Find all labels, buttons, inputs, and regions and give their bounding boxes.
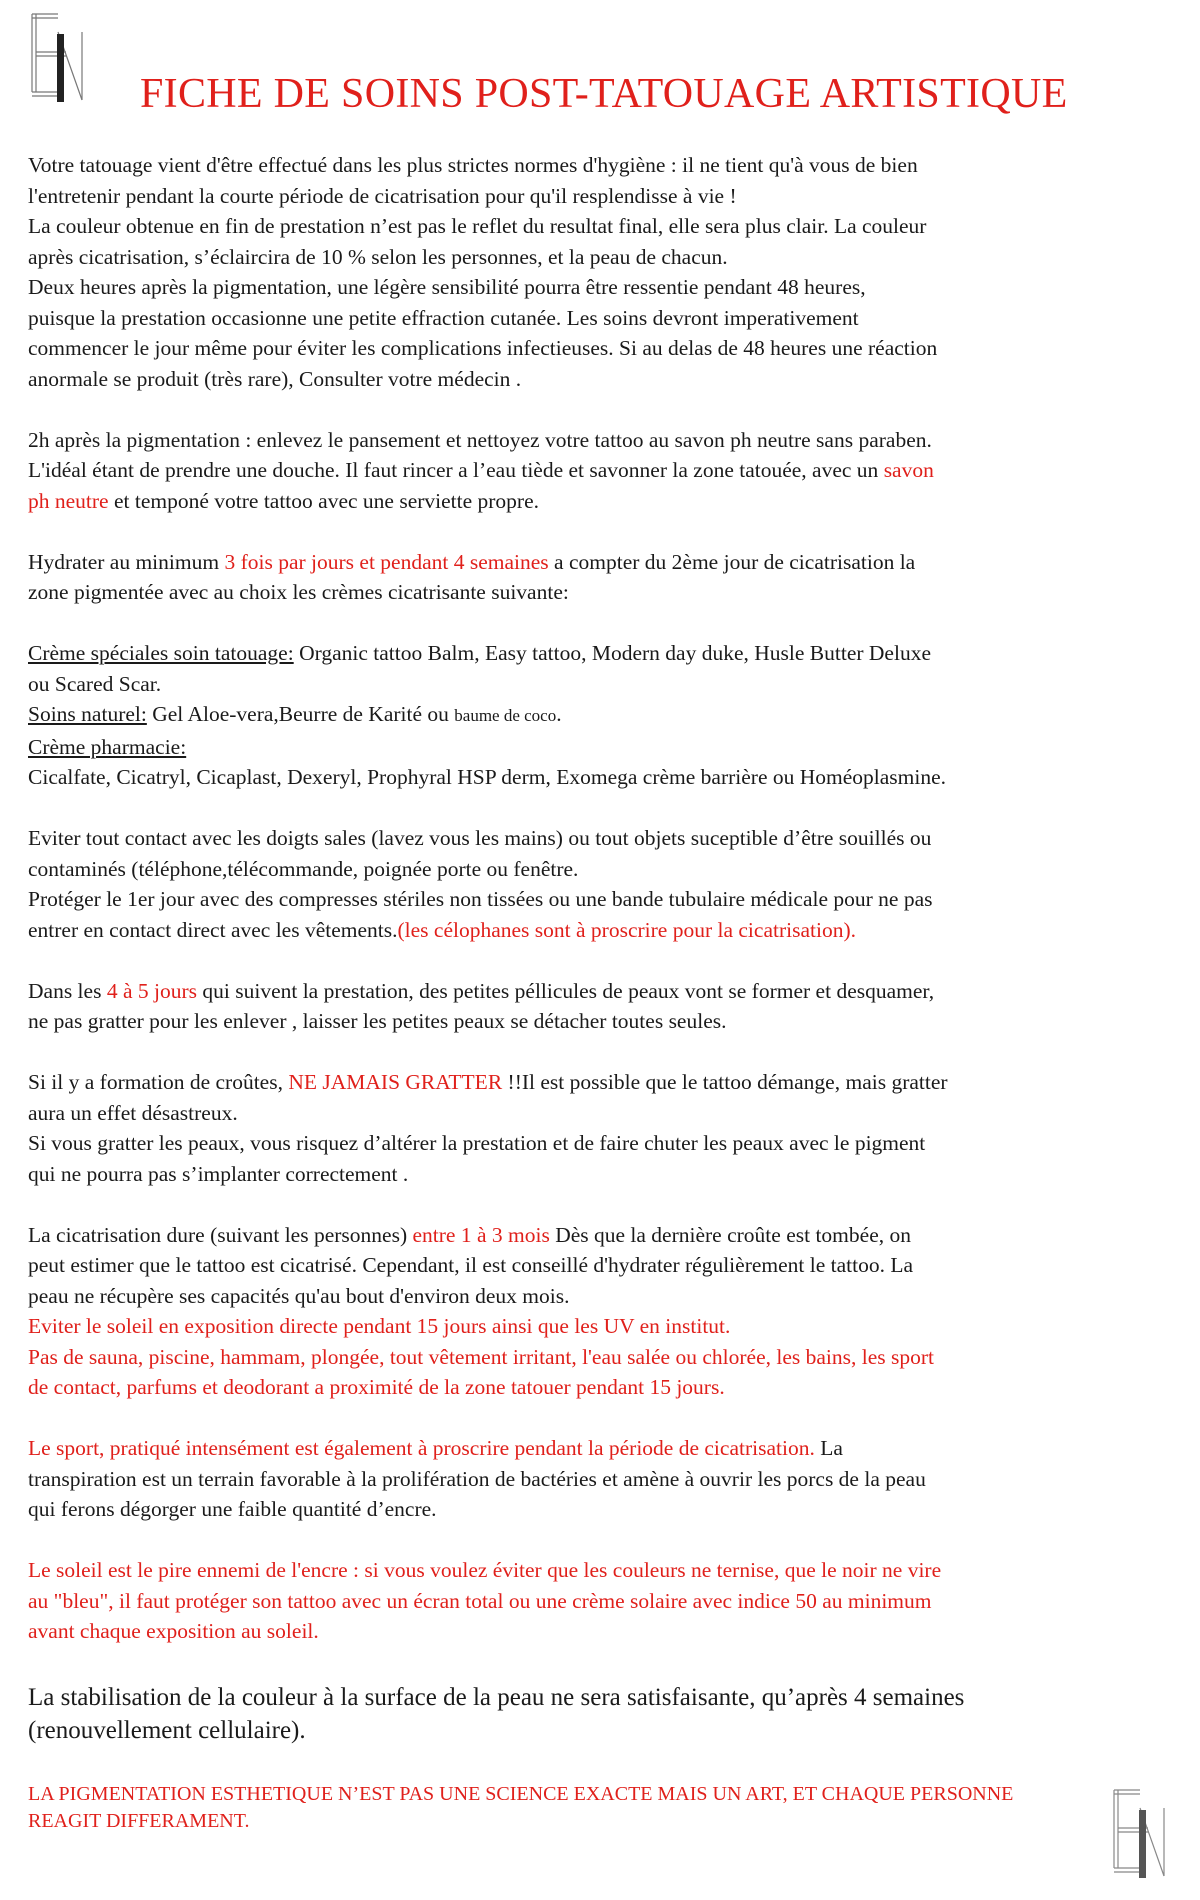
sun-paragraph: Le soleil est le pire ennemi de l'encre : si vous voulez éviter que les couleurs ne ternise, que le noir ne vire au "bleu", il faut protéger son tattoo avec un écran total ou une crème solaire avec indice 50 au minimum avant chaque exposition au soleil.	[28, 1558, 942, 1643]
highlight-text: NE JAMAIS GRATTER	[288, 1070, 503, 1094]
brand-logo-footer	[1110, 1788, 1172, 1880]
page-title: FICHE DE SOINS POST-TATOUAGE ARTISTIQUE	[140, 71, 1068, 117]
stabilisation-paragraph: La stabilisation de la couleur à la surface de la peau ne sera satisfaisante, qu’après 4 semaines (renouvellement cellulaire).	[28, 1683, 965, 1744]
sport-paragraph: Le sport, pratiqué intensément est également à proscrire pendant la période de cicatrisation. La transpiration est un terrain favorable à la prolifération de bactéries et amène à ouvrir les porcs de la peau qui ferons dégorger une faible quantité d’encre.	[28, 1436, 926, 1521]
natural-care-label: Soins naturel:	[28, 702, 147, 726]
pharmacy-creams-label: Crème pharmacie:	[28, 734, 187, 759]
highlight-text: 3 fois par jours et pendant 4 semaines	[224, 549, 549, 574]
disclaimer-paragraph: LA PIGMENTATION ESTHETIQUE N’EST PAS UNE SCIENCE EXACTE MAIS UN ART, ET CHAQUE PERSONNE REAGIT DIFFERAMENT.	[28, 1782, 1014, 1832]
intro-paragraph: Votre tatouage vient d'être effectué dans les plus strictes normes d'hygiène : il ne tient qu'à vous de bien l'entretenir pendant la courte période de cicatrisation pour qu'il resplendisse à vie ! La couleur obtenue en fin de prestation n’est pas le reflet du resultat final, elle sera plus clair. La couleur après cicatrisation, s’éclaircira de 10 % selon les personnes, et la peau de chacun. Deux heures après la pigmentation, une légère sensibilité pourra être ressentie pendant 48 heures, puisque la prestation occasionne une petite effraction cutanée. Les soins devront imperativement commencer le jour même pour éviter les complications infectieuses. Si au delas de 48 heures une réaction anormale se produit (très rare), Consulter votre médecin .	[28, 153, 938, 391]
cleaning-paragraph: 2h après la pigmentation : enlevez le pansement et nettoyez votre tattoo au savon ph neutre sans paraben. L'idéal étant de prendre une douche. Il faut rincer a l’eau tiède et savonner la zone tatouée, avec un savon ph neutre et temponé votre tattoo avec une serviette propre.	[28, 427, 934, 513]
care-instructions	[28, 150, 1178, 1835]
highlight-text: entre 1 à 3 mois	[412, 1222, 550, 1247]
en-monogram-icon	[1110, 1788, 1172, 1880]
healing-paragraph: La cicatrisation dure (suivant les personnes) entre 1 à 3 mois Dès que la dernière croûte est tombée, on peut estimer que le tattoo est cicatrisé. Cependant, il est conseillé d'hydrater régulièrement le tattoo. La peau ne récupère ses capacités qu'au bout d'environ deux mois. Eviter le soleil en exposition directe pendant 15 jours ainsi que les UV en institut. Pas de sauna, piscine, hammam, plongée, tout vêtement irritant, l'eau salée ou chlorée, les bains, les sport de contact, parfums et deodorant a proximité de la zone tatouer pendant 15 jours.	[28, 1222, 935, 1399]
hydration-paragraph: Hydrater au minimum 3 fois par jours et pendant 4 semaines a compter du 2ème jour de cicatrisation la zone pigmentée avec au choix les crèmes cicatrisante suivante:	[28, 549, 916, 604]
scab-paragraph: Si il y a formation de croûtes, NE JAMAIS GRATTER !!Il est possible que le tattoo démange, mais gratter aura un effet désastreux. Si vous gratter les peaux, vous risquez d’altérer la prestation et de faire chuter les peaux avec le pigment qui ne pourra pas s’implanter correctement .	[28, 1070, 948, 1186]
special-creams-label: Crème spéciales soin tatouage:	[28, 641, 294, 665]
highlight-text: 4 à 5 jours	[106, 978, 197, 1003]
brand-logo	[28, 12, 90, 104]
highlight-text: ph neutre	[28, 488, 109, 513]
highlight-text: Le sport, pratiqué intensément est également à proscrire pendant la période de cicatrisation.	[28, 1436, 815, 1460]
contact-paragraph: Eviter tout contact avec les doigts sales (lavez vous les mains) ou tout objets suceptible d’être souillés ou contaminés (téléphone,télécommande, poignée porte ou fenêtre. Protéger le 1er jour avec des compresses stériles non tissées ou une bande tubulaire médicale pour ne pas entrer en contact direct avec les vêtements.(les célophanes sont à proscrire pour la cicatrisation).	[28, 826, 933, 942]
highlight-text: savon	[883, 458, 934, 482]
peeling-paragraph: Dans les 4 à 5 jours qui suivent la prestation, des petites péllicules de peaux vont se former et desquamer, ne pas gratter pour les enlever , laisser les petites peaux se détacher toutes seules.	[28, 978, 935, 1033]
creams-list: Crème spéciales soin tatouage: Organic tattoo Balm, Easy tattoo, Modern day duke, Husle Butter Deluxe ou Scared Scar. Soins naturel: Gel Aloe-vera,Beurre de Karité ou baume de coco. Crème pharmacie: Cicalfate, Cicatryl, Cicaplast, Dexeryl, Prophyral HSP derm, Exomega crème barrière ou Homéoplasmine.	[28, 641, 947, 789]
en-monogram-icon	[28, 12, 90, 104]
highlight-text: (les célophanes sont à proscrire pour la cicatrisation).	[397, 917, 856, 942]
